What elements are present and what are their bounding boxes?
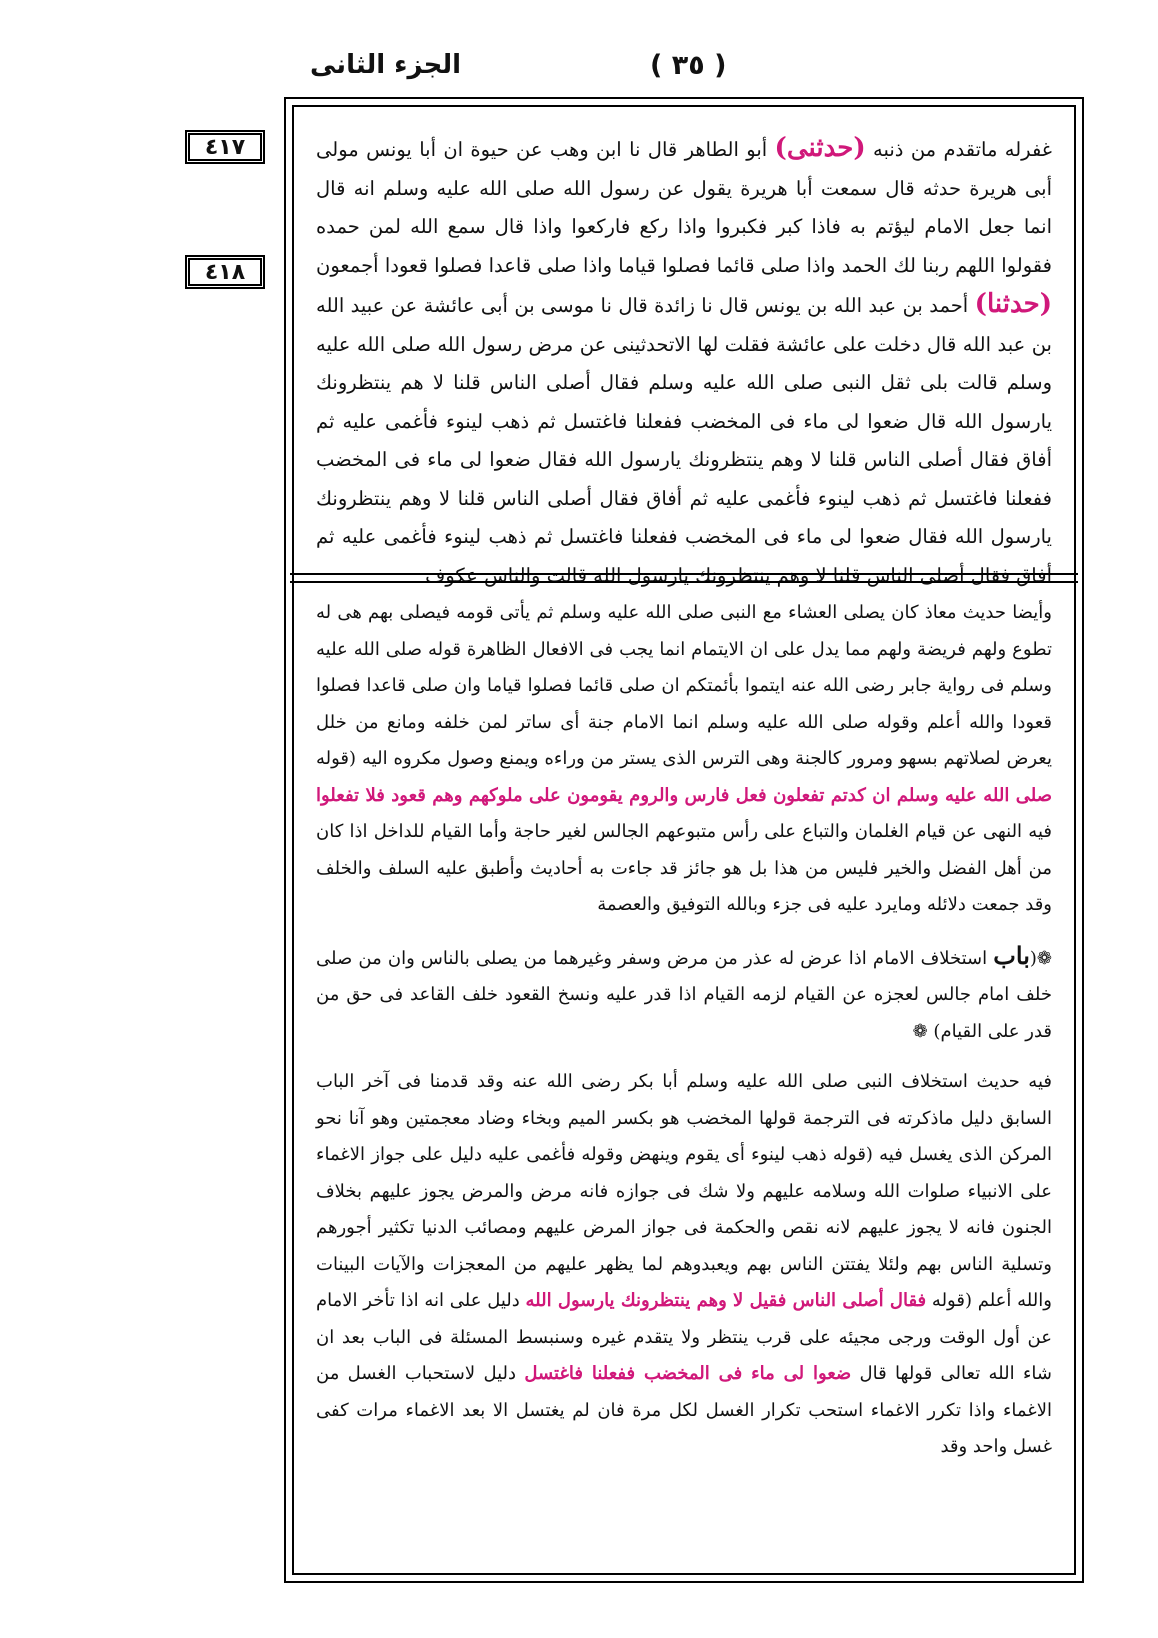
page-frame xyxy=(284,97,1084,1583)
chapter-word: باب xyxy=(993,940,1030,970)
commentary-paragraph xyxy=(316,1064,1052,1466)
hadith-text: أبو الطاهر قال نا ابن وهب عن حيوة ان أبا يونس مولى أبى هريرة حدثه قال سمعت أبا هريرة يقول عن رسول الله صلى الله عليه وسلم انه قال انما جعل الامام ليؤتم به فاذا كبر فكبروا واذا ركع فاركعوا واذا قال سمع الله لمن حمده فقولوا اللهم ربنا لك الحمد واذا صلى قائما فصلوا قياما واذا صلى قاعدا فصلوا قعودا أجمعون xyxy=(316,138,1052,277)
hadith-paragraph xyxy=(316,129,1052,595)
narration-keyword: (حدثنى) xyxy=(774,133,866,163)
hadith-text: أحمد بن عبد الله بن يونس قال نا زائدة قال نا موسى بن أبى عائشة عن عبيد الله بن عبد الله قال دخلت على عائشة فقلت لها الاتحدثينى عن مرض رسول الله صلى الله عليه وسلم قالت بلى ثقل النبى صلى الله عليه وسلم فقال أصلى الناس قلنا لا هم ينتظرونك يارسول الله قال ضعوا لى ماء فى المخضب ففعلنا فاغتسل ثم ذهب لينوء فأغمى عليه ثم أفاق فقال أصلى الناس قلنا لا وهم ينتظرونك يارسول الله فقال ضعوا لى ماء فى المخضب ففعلنا فاغتسل ثم ذهب لينوء فأغمى عليه ثم أفاق فقال أصلى الناس قلنا لا وهم ينتظرونك يارسول الله فقال ضعوا لى ماء فى المخضب ففعلنا فاغتسل ثم ذهب لينوء فأغمى عليه ثم أفاق فقال أصلى الناس قلنا لا وهم ينتظرونك يارسول الله قالت والناس عكوف xyxy=(316,294,1052,587)
hadith-text-block xyxy=(316,129,1052,595)
page-number: ( ٣٥ ) xyxy=(650,50,727,81)
commentary-text: دليل لاستحباب الغسل من الاغماء واذا تكرر الاغماء استحب تكرار الغسل لكل مرة فان لم يغتسل الا بعد الاغماء مرات كفى غسل واحد وقد xyxy=(316,1363,1052,1457)
chapter-title: استخلاف الامام اذا عرض له عذر من مرض وسفر وغيرهما من يصلى بالناس وان من صلى خلف امام جالس لعجزه عن القيام لزمه القيام اذا قدر عليه ونسخ القعود خلف القاعد فى حق من قدر على القيام xyxy=(316,947,1052,1042)
quoted-text: صلى الله عليه وسلم ان كدتم تفعلون فعل فارس والروم يقومون على ملوكهم وهم قعود فلا تفعلوا xyxy=(316,784,1052,806)
volume-title: الجزء الثانى xyxy=(310,50,462,80)
ornament-icon: ❁ xyxy=(1036,947,1052,969)
hadith-number-box xyxy=(185,130,265,164)
hadith-number: ٤١٧ xyxy=(188,133,262,161)
narration-keyword: (حدثنا) xyxy=(974,289,1052,319)
commentary-text: دليل على انه اذا تأخر الامام عن أول الوقت ورجى مجيئه على قرب ينتظر ولا يتقدم غيره وسنبسط المسئلة فى الباب بعد ان شاء الله تعالى قولها قال xyxy=(316,1290,1052,1384)
commentary-text-block xyxy=(316,595,1052,1466)
commentary-text: فيه النهى عن قيام الغلمان والتباع على رأس متبوعهم الجالس لغير حاجة وأما القيام للداخل اذا كان من أهل الفضل والخير فليس من هذا بل هو جائز قد جاءت به أحاديث وأطبق عليه السلف والخلف وقد جمعت دلائله ومايرد عليه فى جزء وبالله التوفيق والعصمة xyxy=(316,821,1052,915)
hadith-text: غفرله ماتقدم من ذنبه xyxy=(873,138,1053,161)
quoted-text: فقال أصلى الناس فقيل لا وهم ينتظرونك يارسول الله xyxy=(525,1290,927,1311)
chapter-heading: ❁(باب استخلاف الامام اذا عرض له عذر من مرض وسفر وغيرهما من يصلى بالناس وان من صلى خلف امام جالس لعجزه عن القيام لزمه القيام اذا قدر عليه ونسخ القعود خلف القاعد فى حق من قدر على القيام) ❁ xyxy=(316,940,1052,1042)
commentary-paragraph xyxy=(316,595,1052,924)
section-divider xyxy=(290,573,1078,583)
commentary-text: فيه حديث استخلاف النبى صلى الله عليه وسلم أبا بكر رضى الله عنه وقد قدمنا فى آخر الباب السابق دليل ماذكرته فى الترجمة قولها المخضب هو بكسر الميم وبخاء وضاد معجمتين وهو آنا نحو المركن الذى يغسل فيه (قوله ذهب لينوء أى يقوم وينهض وقوله فأغمى عليه دليل على جواز الاغماء على الانبياء صلوات الله وسلامه عليهم ولا شك فى جوازه فانه مرض والمرض يجوز عليهم بخلاف الجنون فانه لا يجوز عليهم لانه نقص والحكمة فى جواز المرض عليهم ومصائب الدنيا تكثير أجورهم وتسلية الناس بهم ولئلا يفتتن الناس بهم ويعبدوهم لما يظهر عليهم من المعجزات والآيات البينات والله أعلم (قوله xyxy=(316,1071,1052,1311)
commentary-text: وأيضا حديث معاذ كان يصلى العشاء مع النبى صلى الله عليه وسلم ثم يأتى قومه فيصلى بهم هى له تطوع ولهم فريضة ولهم مما يدل على ان الايتمام انما يجب فى الافعال الظاهرة قوله صلى الله عليه وسلم فى رواية جابر رضى الله عنه ايتموا بأئمتكم ان صلى قائما فصلوا قياما وان صلى قاعدا فصلوا قعودا والله أعلم وقوله صلى الله عليه وسلم انما الامام جنة أى ساتر لمن خلفه ومانع من خلل يعرض لصلاتهم بسهو ومرور كالجنة وهى الترس الذى يستر من وراءه ويمنع وصول مكروه اليه (قوله xyxy=(316,602,1052,769)
quoted-text: ضعوا لى ماء فى المخضب ففعلنا فاغتسل xyxy=(524,1363,852,1384)
hadith-number: ٤١٨ xyxy=(188,258,262,286)
ornament-icon: ❁ xyxy=(912,1020,928,1042)
hadith-number-box xyxy=(185,255,265,289)
